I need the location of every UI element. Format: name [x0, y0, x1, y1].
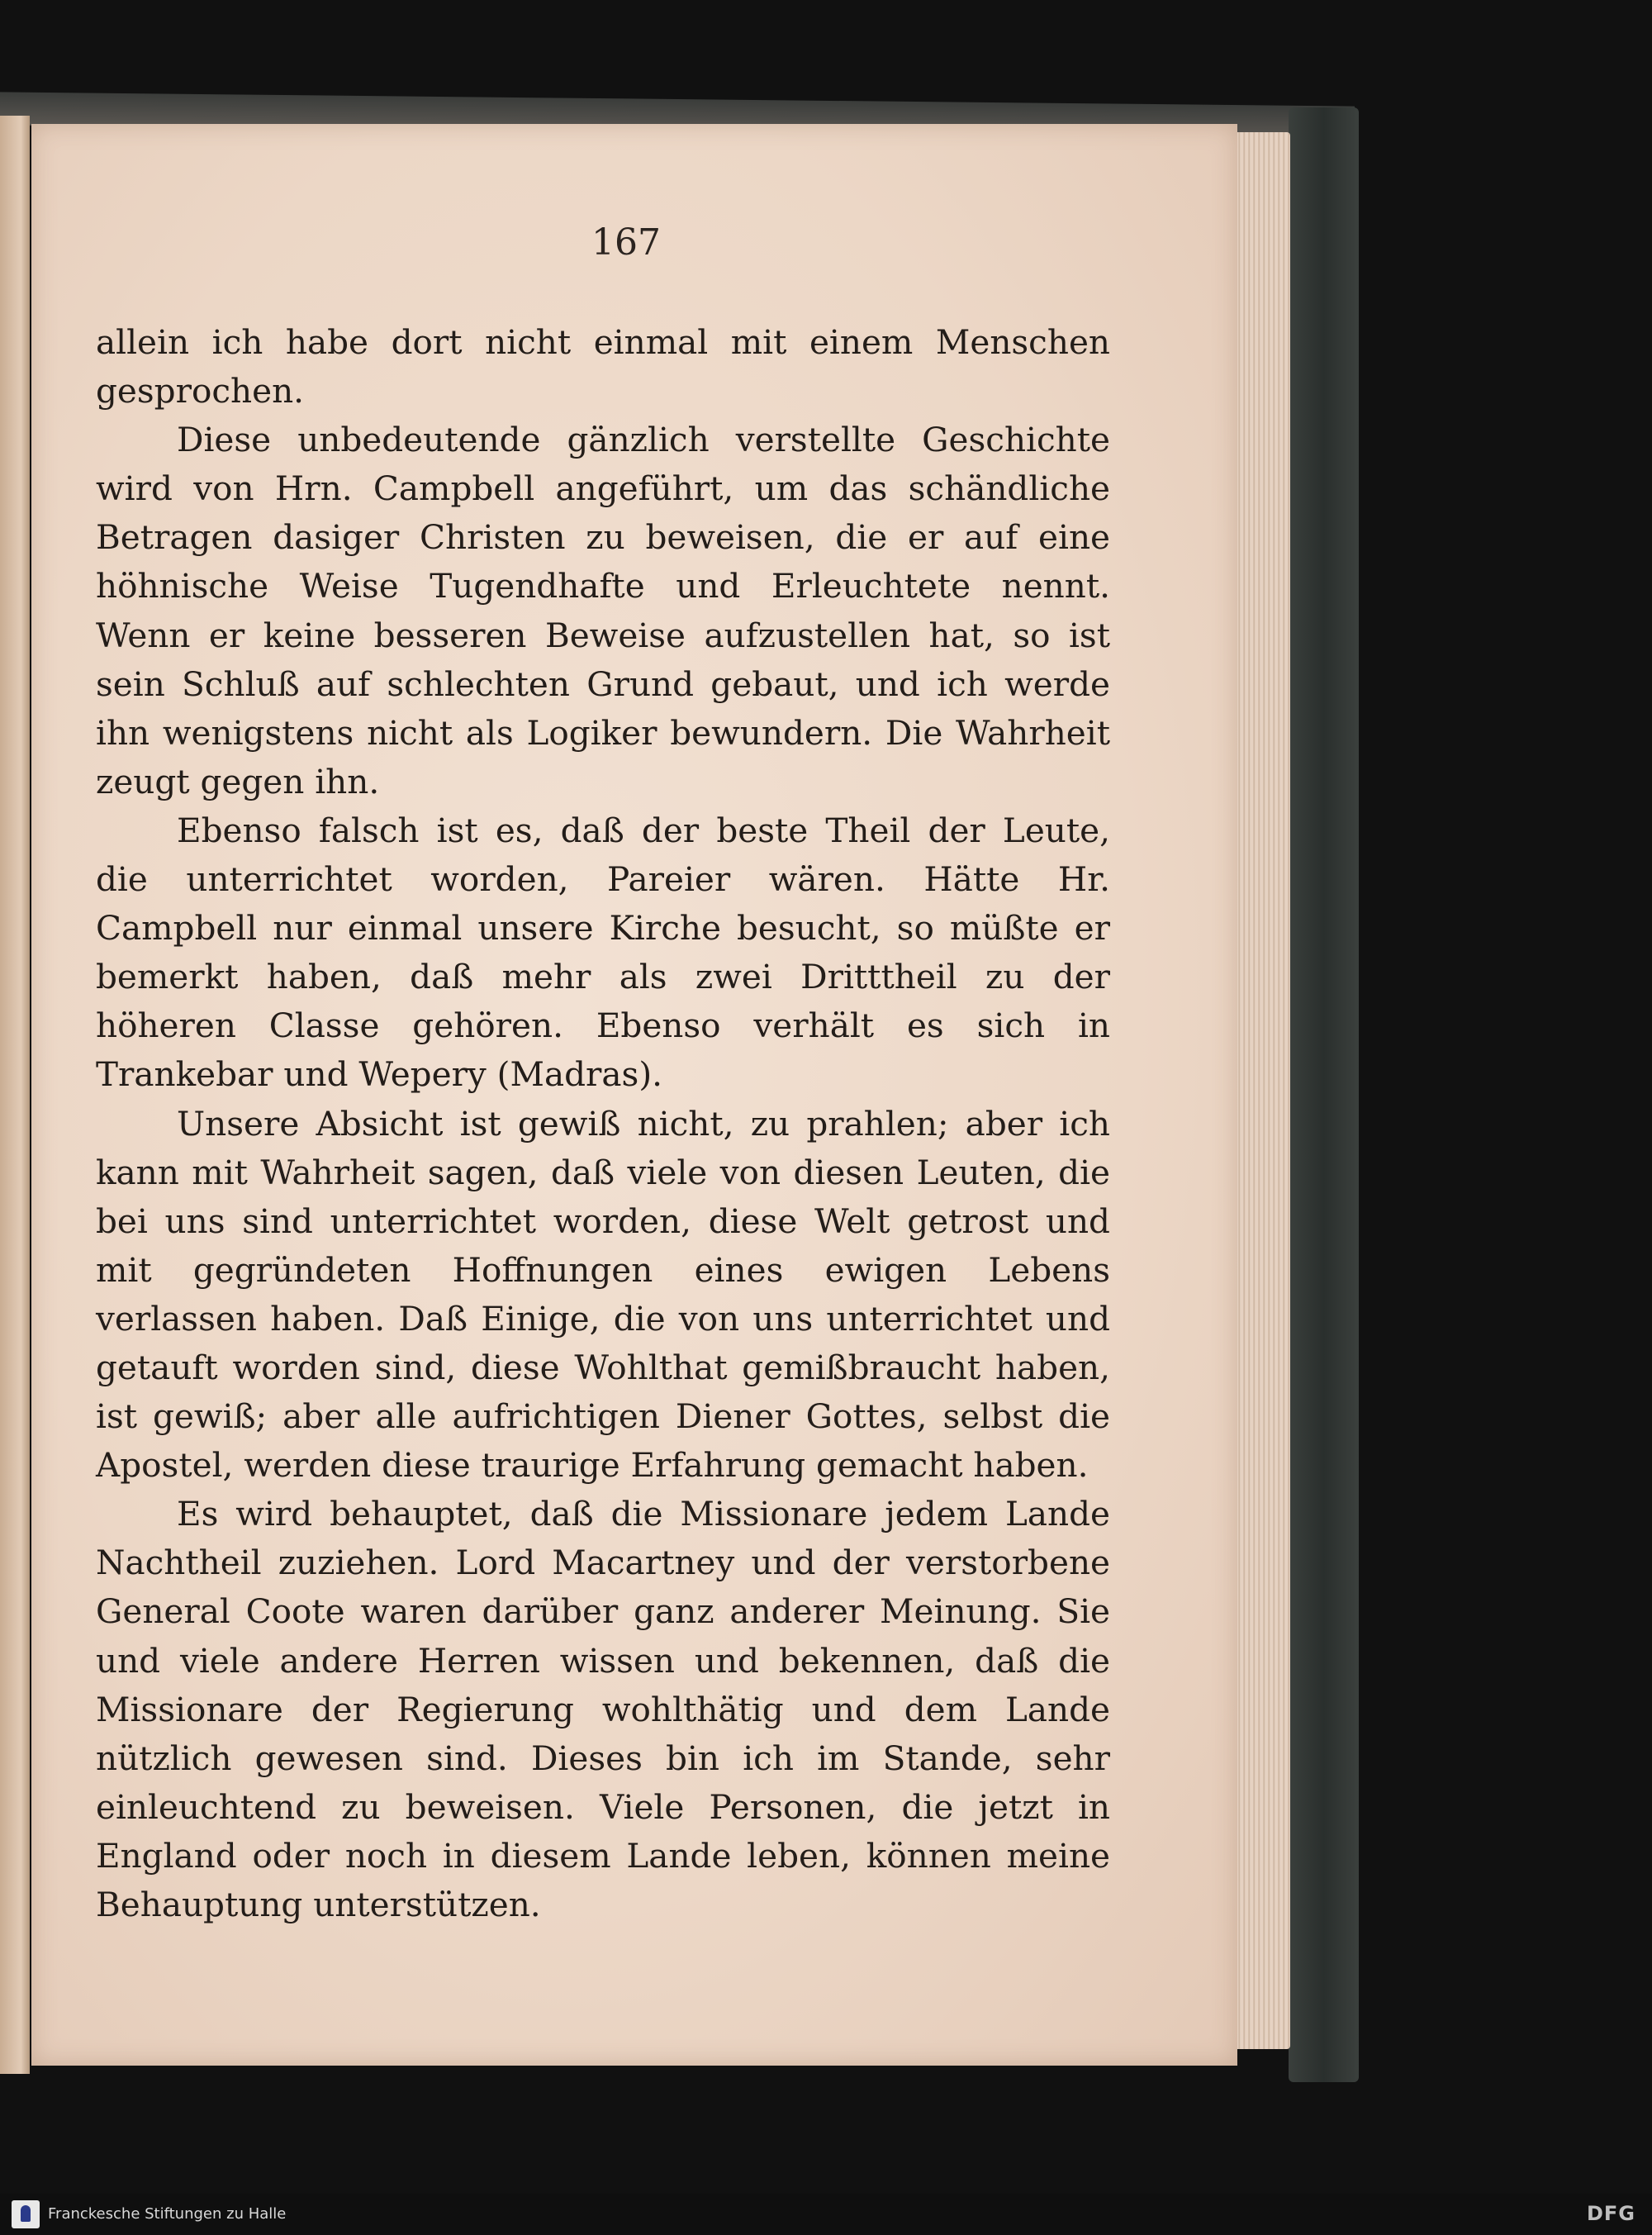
left-page-edge: [0, 116, 30, 2074]
book-page: [31, 124, 1237, 2066]
dfg-logo: DFG: [1586, 2202, 1635, 2225]
institution-link[interactable]: Franckesche Stiftungen zu Halle: [48, 2205, 287, 2223]
franckesche-logo-icon[interactable]: [12, 2200, 40, 2228]
book-cover-edge: [1289, 107, 1359, 2082]
paragraph-5: Es wird behauptet, daß die Missionare jedem Lande Nachtheil zuziehen. Lord Macartney und der verstorbene General Coote waren darüber ganz anderer Meinung. Sie und viele andere Herren wissen und bekennen, daß die Missionare der Regierung wohlthätig und dem Lande nützlich gewesen sind. Dieses bin ich im Stande, sehr einleuchtend zu beweisen. Viele Personen, die jetzt in England oder noch in diesem Lande leben, können meine Behauptung unterstützen.: [96, 1494, 1110, 1924]
paragraph-4: Unsere Absicht ist gewiß nicht, zu prahlen; aber ich kann mit Wahrheit sagen, daß viele von diesen Leuten, die bei uns sind unterrichtet worden, diese Welt getrost und mit gegründeten Hoffnungen eines ewigen Lebens verlassen haben. Daß Einige, die von uns unterrichtet und getauft worden sind, diese Wohlthat gemißbraucht haben, ist gewiß; aber alle aufrichtigen Diener Gottes, selbst die Apostel, werden diese traurige Erfahrung gemacht haben.: [96, 1103, 1110, 1486]
paragraph-1: allein ich habe dort nicht einmal mit einem Menschen gesprochen.: [96, 322, 1110, 411]
page-text: [96, 318, 1110, 1929]
paragraph-3: Ebenso falsch ist es, daß der beste Theil der Leute, die unterrichtet worden, Pareier wären. Hätte Hr. Campbell nur einmal unsere Kirche besucht, so müßte er bemerkt haben, daß mehr als zwei Dritttheil zu der höheren Classe gehören. Ebenso verhält es sich in Trankebar und Wepery (Madras).: [96, 810, 1110, 1095]
paragraph-2: Diese unbedeutende gänzlich verstellte Geschichte wird von Hrn. Campbell angeführt, um das schändliche Betragen dasiger Christen zu beweisen, die er auf eine höhnische Weise Tugendhafte und Erleuchtete nennt. Wenn er keine besseren Beweise aufzustellen hat, so ist sein Schluß auf schlechten Grund gebaut, und ich werde ihn wenigstens nicht als Logiker bewundern. Die Wahrheit zeugt gegen ihn.: [96, 420, 1110, 801]
page-stack-edges: [1231, 132, 1290, 2049]
viewer-footer: [0, 2194, 1652, 2235]
page-number: 167: [591, 221, 661, 264]
